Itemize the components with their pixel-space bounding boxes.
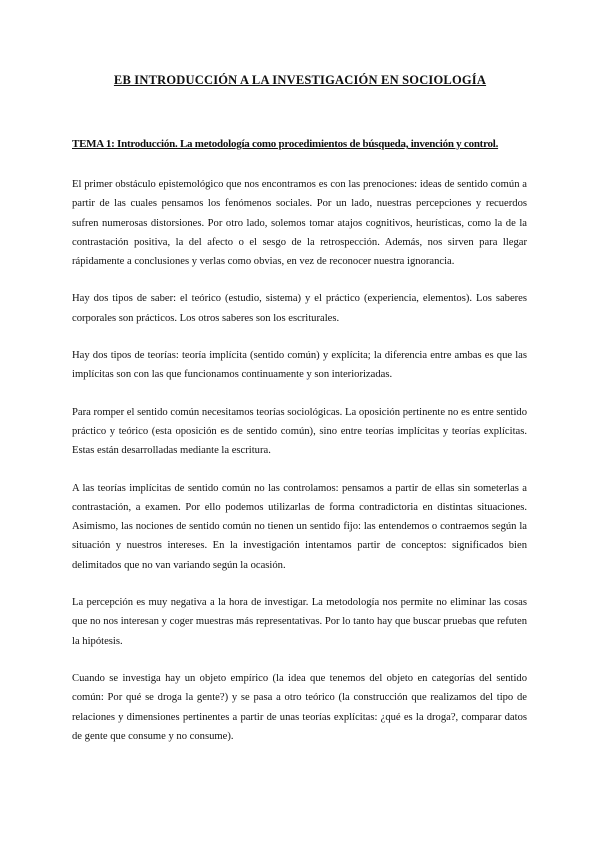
- paragraph-objeto-empirico: Cuando se investiga hay un objeto empírico (la idea que tenemos del objeto en categorías del sentido común: Por qué se droga la gente?) y se pasa a otro teórico (la construcción que realizamos del tipo de relaciones y dimensiones pertinentes a partir de unas teorías explícitas: ¿qué es la droga?, comparar datos de gente que consume y no consume).: [72, 672, 527, 742]
- document-title: EB INTRODUCCIÓN A LA INVESTIGACIÓN EN SOCIOLOGÍA: [113, 73, 487, 87]
- paragraph-tipos-de-teorias: Hay dos tipos de teorías: teoría implícita (sentido común) y explícita; la diferencia entre ambas es que las implícitas son con las que funcionamos continuamente y son interiorizadas.: [72, 350, 527, 381]
- document-body: [72, 175, 527, 764]
- paragraph-teorias-implicitas: A las teorías implícitas de sentido común no las controlamos: pensamos a partir de ellas sin someterlas a contrastación, a examen. Por ello podemos utilizarlas de forma contradictoria en distintas situaciones. Asimismo, las nociones de sentido común no tienen un sentido fijo: las entendemos o contraemos según la situación y nuestros intereses. En la investigación intentamos partir de conceptos: significados bien delimitados que no van variando según la ocasión.: [72, 482, 527, 571]
- section-heading: TEMA 1: Introducción. La metodología como procedimientos de búsqueda, invención y control.: [72, 138, 499, 150]
- paragraph-romper-sentido-comun: Para romper el sentido común necesitamos teorías sociológicas. La oposición pertinente no es entre sentido práctico y teórico (esta oposición es de sentido común), sino entre teorías implícitas y teorías explícitas. Estas están desarrolladas mediante la escritura.: [72, 406, 527, 457]
- paragraph-prenociones: El primer obstáculo epistemológico que nos encontramos es con las prenociones: ideas de sentido común a partir de las cuales pensamos los fenómenos sociales. Por un lado, nuestras percepciones y recuerdos sufren numerosas distorsiones. Por otro lado, solemos tomar atajos cognitivos, heurísticas, como la de la contrastación positiva, la del afecto o el sesgo de la retrospección. Además, nos sirven para llegar rápidamente a conclusiones y verlas como obvias, en vez de reconocer nuestra ignorancia.: [72, 179, 527, 268]
- paragraph-tipos-de-saber: Hay dos tipos de saber: el teórico (estudio, sistema) y el práctico (experiencia, elementos). Los saberes corporales son prácticos. Los otros saberes son los escriturales.: [72, 293, 527, 324]
- paragraph-percepcion: La percepción es muy negativa a la hora de investigar. La metodología nos permite no eliminar las cosas que no nos interesan y coger muestras más representativas. Por lo tanto hay que buscar pruebas que refuten la hipótesis.: [72, 597, 527, 647]
